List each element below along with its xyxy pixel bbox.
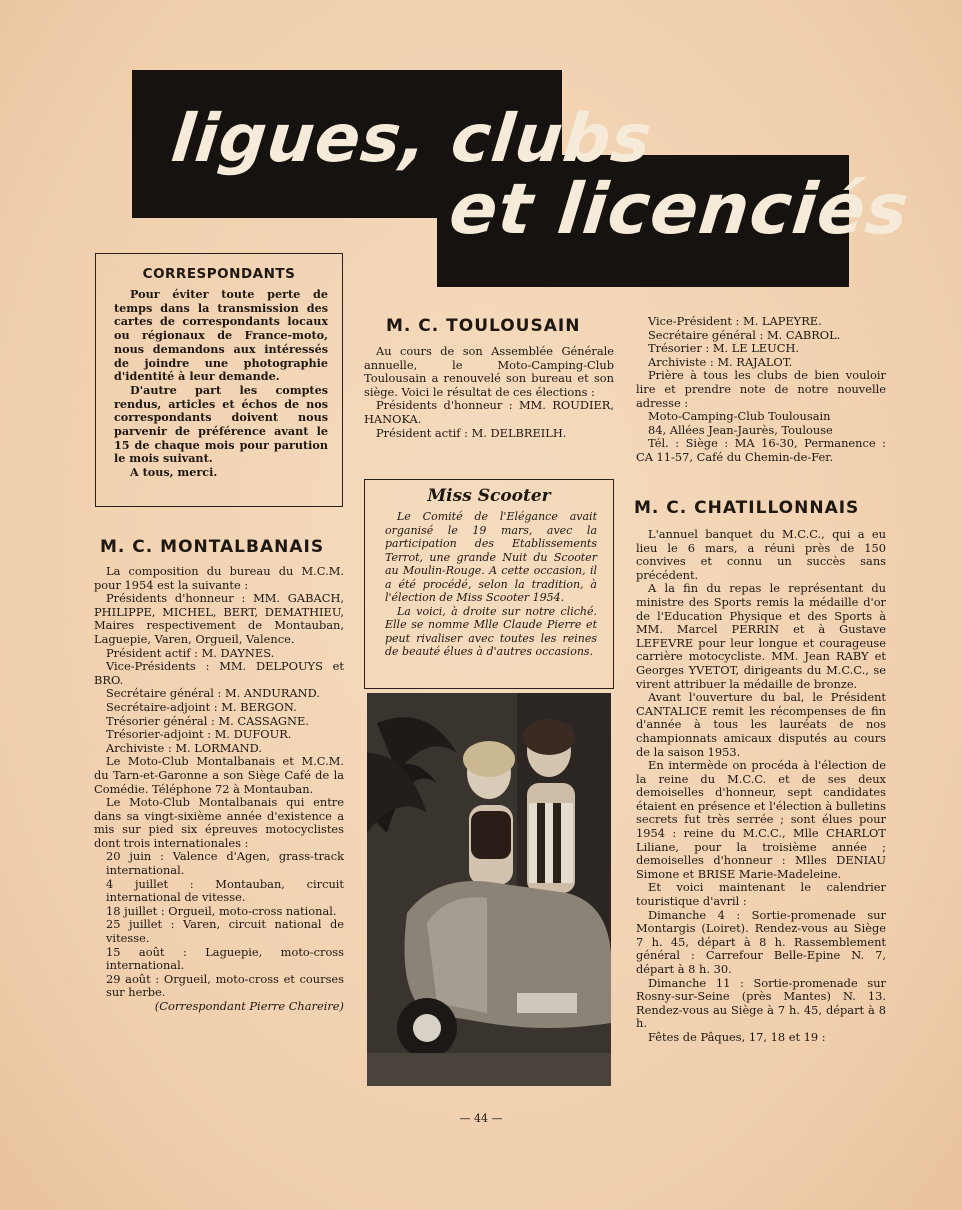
article-paragraph: Secrétaire général : M. CABROL.: [648, 327, 841, 342]
article-paragraph: Présidents d'honneur : MM. ROUDIER, HANOKA.: [364, 398, 614, 426]
montalbanais-article: [94, 565, 344, 1014]
article-paragraph: Archiviste : M. RAJALOT.: [648, 354, 793, 369]
article-paragraph: Secrétaire-adjoint : M. BERGON.: [106, 699, 297, 714]
chatillonnais-article: [636, 528, 886, 1045]
article-paragraph: Secrétaire général : M. ANDURAND.: [106, 686, 320, 701]
article-paragraph: 84, Allées Jean-Jaurès, Toulouse: [648, 422, 833, 437]
scooter-photo-illustration: [367, 693, 611, 1086]
section-title-line1: ligues, clubs: [167, 100, 656, 177]
miss-scooter-paragraph: La voici, à droite sur notre cliché. Elle se nomme Mlle Claude Pierre et peut rivaliser avec toutes les reines de beauté élues à d'autres occasions.: [385, 604, 597, 658]
article-paragraph: Trésorier : M. LE LEUCH.: [648, 341, 799, 356]
article-paragraph: Avant l'ouverture du bal, le Président CANTALICE remit les récompenses de fin d'année à tous les lauréats de nos championnats amicaux disputés au cours de la saison 1953.: [636, 690, 886, 759]
article-paragraph: 4 juillet : Montauban, circuit international de vitesse.: [106, 876, 344, 905]
article-paragraph: A la fin du repas le représentant du ministre des Sports remis la médaille d'or de l'Education Physique et des Sports à MM. Marcel PERRIN et à Gustave LEFEVRE pour leur longue et courageuse carrière motocycliste. MM. Jean RABY et Georges YVETOT, dirigeants du M.C.C., se virent attribuer la médaille de bronze.: [636, 581, 886, 691]
miss-scooter-title: Miss Scooter: [427, 486, 551, 506]
article-paragraph: Dimanche 4 : Sortie-promenade sur Montargis (Loiret). Rendez-vous au Siège 7 h. 45, départ à 8 h. Rassemblement général : Carrefour Belle-Epine N. 7, départ à 8 h. 30.: [636, 907, 886, 976]
article-paragraph: Tél. : Siège : MA 16-30, Permanence : CA 11-57, Café du Chemin-de-Fer.: [636, 436, 886, 464]
chatillonnais-heading: M. C. CHATILLONNAIS: [634, 498, 860, 518]
toulousain-article-continued: [636, 315, 886, 465]
miss-scooter-paragraph: Le Comité de l'Elégance avait organisé le 19 mars, avec la participation des Etablissements Terrot, une grande Nuit du Scooter au Moulin-Rouge. A cette occasion, il a été procédé, selon la tradition, à l'élection de Miss Scooter 1954.: [385, 510, 597, 604]
correspondants-thanks: A tous, merci.: [130, 465, 218, 480]
toulousain-article: [364, 345, 614, 440]
article-paragraph: Dimanche 11 : Sortie-promenade sur Rosny-sur-Seine (près Mantes) N. 13. Rendez-vous au Siège à 7 h. 45, départ à 8 h.: [636, 975, 886, 1031]
article-paragraph: Et voici maintenant le calendrier touristique d'avril :: [636, 880, 886, 909]
article-paragraph: Le Moto-Club Montalbanais qui entre dans sa vingt-sixième année d'existence a mis sur pied six épreuves motocyclistes dont trois internationales :: [94, 795, 344, 850]
article-paragraph: En intermède on procéda à l'élection de la reine du M.C.C. et de ses deux demoiselles d'honneur, sept candidates étaient en présence et l'élection à bulletins secrets fut très serrée ; sont élues pour 1954 : reine du M.C.C., Mlle CHARLOT Liliane, pour la troisième année ; demoiselles d'honneur : Mlles DENIAU Simone et BRISE Marie-Madeleine.: [636, 758, 886, 881]
article-paragraph: Fêtes de Pâques, 17, 18 et 19 :: [648, 1029, 826, 1044]
correspondants-title: CORRESPONDANTS: [142, 266, 296, 282]
miss-scooter-photo: [367, 693, 611, 1086]
montalbanais-heading: M. C. MONTALBANAIS: [100, 537, 325, 557]
article-paragraph: Vice-Présidents : MM. DELPOUYS et BRO.: [94, 659, 344, 687]
article-paragraph: Président actif : M. DELBREILH.: [376, 425, 567, 440]
article-paragraph: Le Moto-Club Montalbanais et M.C.M. du Tarn-et-Garonne a son Siège Café de la Comédie. Téléphone 72 à Montauban.: [94, 754, 344, 796]
article-paragraph: La composition du bureau du M.C.M. pour 1954 est la suivante :: [94, 564, 344, 592]
article-paragraph: Trésorier général : M. CASSAGNE.: [106, 713, 309, 728]
article-paragraph: L'annuel banquet du M.C.C., qui a eu lieu le 6 mars, a réuni près de 150 convives et connu un succès sans précédent.: [636, 527, 886, 582]
page-number: — 44 —: [459, 1112, 503, 1125]
miss-scooter-box: [364, 479, 614, 689]
article-paragraph: Présidents d'honneur : MM. GABACH, PHILIPPE, MICHEL, BERT, DEMATHIEU, Maires respectivement de Montauban, Laguepie, Varen, Orgueil, Valence.: [94, 591, 344, 646]
article-paragraph: Président actif : M. DAYNES.: [106, 645, 275, 660]
article-paragraph: 25 juillet : Varen, circuit national de vitesse.: [106, 917, 344, 946]
article-paragraph: 15 août : Laguepie, moto-cross international.: [106, 944, 344, 973]
correspondants-paragraph: Pour éviter toute perte de temps dans la transmission des cartes de correspondants locaux ou régionaux de France-moto, nous demandons aux intéressés de joindre une photographie d'identité à leur demande.: [114, 287, 328, 384]
article-paragraph: 18 juillet : Orgueil, moto-cross national.: [106, 903, 337, 918]
article-paragraph: 20 juin : Valence d'Agen, grass-track international.: [106, 849, 344, 878]
correspondants-paragraph: D'autre part les comptes rendus, articles et échos de nos correspondants doivent nous parvenir de préférence avant le 15 de chaque mois pour parution le mois suivant.: [114, 382, 328, 466]
toulousain-heading: M. C. TOULOUSAIN: [386, 316, 581, 336]
section-title-line2: et licenciés: [445, 168, 914, 250]
article-paragraph: Prière à tous les clubs de bien vouloir lire et prendre note de notre nouvelle adresse :: [636, 368, 886, 410]
article-paragraph: Au cours de son Assemblée Générale annuelle, le Moto-Camping-Club Toulousain a renouvelé son bureau et son siège. Voici le résultat de ces élections :: [364, 344, 614, 399]
article-paragraph: Vice-Président : M. LAPEYRE.: [648, 314, 822, 328]
correspondants-box: [95, 253, 343, 507]
article-paragraph: Moto-Camping-Club Toulousain: [648, 409, 831, 424]
article-paragraph: Archiviste : M. LORMAND.: [106, 740, 262, 755]
article-paragraph: 29 août : Orgueil, moto-cross et courses sur herbe.: [106, 971, 344, 1000]
article-paragraph: Trésorier-adjoint : M. DUFOUR.: [106, 727, 292, 742]
article-paragraph: (Correspondant Pierre Chareire): [154, 999, 344, 1013]
